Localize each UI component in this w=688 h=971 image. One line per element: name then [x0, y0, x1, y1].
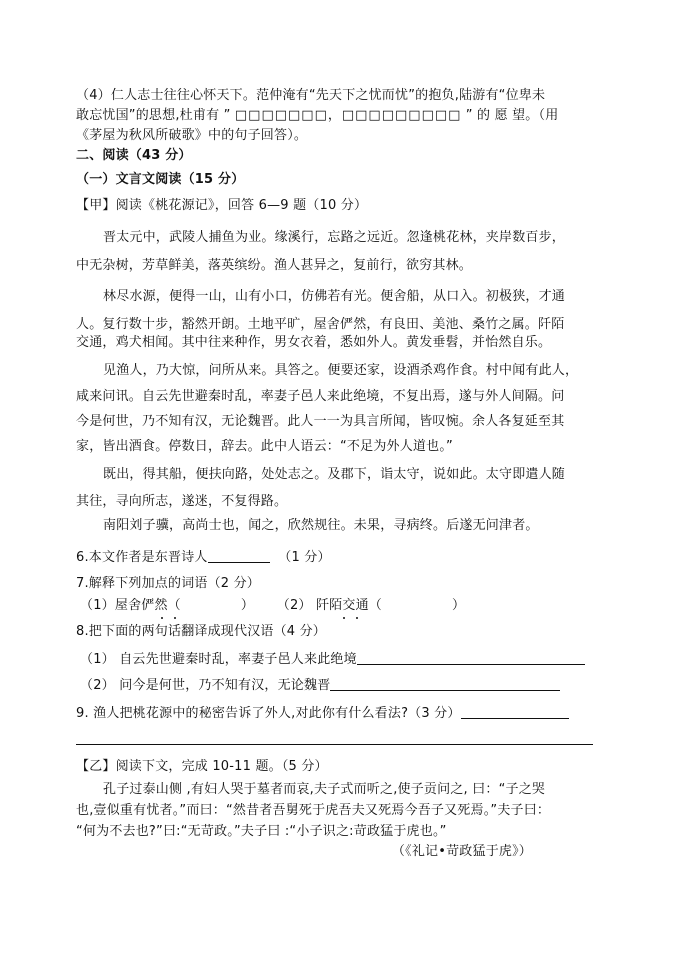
yi-passage-line: 也,壹似重有忧者。”而曰：“然昔者吾舅死于虎吾夫又死焉今吾子又死焉。”夫子曰： — [76, 803, 551, 818]
q9-answer-line[interactable] — [76, 744, 593, 745]
jia-heading: 【甲】阅读《桃花源记》，回答 6—9 题（10 分） — [76, 198, 368, 213]
emphasis-dot — [174, 617, 176, 619]
passage-line: 咸来问讯。自云先世避秦时乱，率妻子邑人来此绝境，不复出焉，遂与外人间隔。问 — [76, 389, 565, 404]
q7-item1: （1）屋舍俨然（ — [80, 598, 181, 613]
yi-passage-line: “何为不去也?”曰:“无苛政。”夫子曰 :“小子识之:苛政猛于虎也。” — [76, 824, 447, 839]
yi-passage-line: 孔子过泰山侧 ,有妇人哭于墓者而哀,夫子式而听之,使子贡问之, 曰：“子之哭 — [103, 782, 546, 797]
passage-line: 南阳刘子骥，高尚士也，闻之，欣然规往。未果，寻病终。后遂无问津者。 — [103, 518, 539, 533]
q4-line2-a: 敢忘忧国”的思想,杜甫有 ” — [76, 108, 231, 123]
q7-item1-close: ） — [240, 598, 255, 613]
passage-line: 见渔人，乃大惊，问所从来。具答之。便要还家，设酒杀鸡作食。村中闻有此人， — [103, 363, 579, 378]
q6-score: （1 分） — [278, 550, 331, 565]
q9-text: 9. 渔人把桃花源中的秘密告诉了外人,对此你有什么看法?（3 分） — [76, 706, 461, 721]
section-2-1-heading: （一）文言文阅读（15 分） — [76, 172, 245, 187]
q8-item2: （2） 问今是何世，乃不知有汉，无论魏晋 — [80, 678, 331, 693]
yi-heading: 【乙】阅读下文，完成 10-11 题。（5 分） — [76, 759, 328, 774]
q7-item2-close: ） — [451, 598, 466, 613]
q4-line3: 《茅屋为秋风所破歌》中的句子回答）。 — [76, 128, 308, 143]
q8-item1-answer-blank[interactable] — [357, 650, 585, 665]
q4-line2 — [76, 106, 596, 126]
emphasis-dot — [343, 617, 345, 619]
section-2-heading: 二、阅读（43 分） — [76, 148, 192, 163]
passage-line: 人。复行数十步，豁然开朗。土地平旷，屋舍俨然，有良田、美池、桑竹之属。阡陌 — [76, 317, 565, 332]
q8-item1: （1） 自云先世避秦时乱，率妻子邑人来此绝境 — [80, 652, 357, 667]
passage-line: 晋太元中，武陵人捕鱼为业。缘溪行，忘路之远近。忽逢桃花林，夹岸数百步， — [103, 230, 566, 245]
q7-item2: （2） 阡陌交通（ — [276, 598, 382, 613]
passage-line: 林尽水源，便得一山，山有小口，仿佛若有光。便舍船，从口入。初极狭，才通 — [103, 289, 566, 304]
q4-answer-blank-squares: □□□□□□□，□□□□□□□□□ — [234, 108, 462, 123]
q8-heading: 8.把下面的两句话翻译成现代汉语（4 分） — [76, 624, 327, 639]
q6-text: 6.本文作者是东晋诗人 — [76, 550, 208, 565]
q6-answer-blank[interactable] — [208, 548, 270, 563]
q7-items — [80, 596, 600, 616]
q9-line — [76, 704, 596, 724]
q4-line1: （4）仁人志士往往心怀天下。范仲淹有“先天下之忧而忧”的抱负,陆游有“位卑未 — [76, 88, 546, 103]
q8-item2-answer-blank[interactable] — [330, 676, 560, 691]
emphasis-dot — [356, 617, 358, 619]
q6-line — [76, 548, 596, 568]
passage-line: 既出，得其船，便扶向路，处处志之。及郡下，诣太守，说如此。太守即遣人随 — [103, 467, 566, 482]
q8-item1-line — [80, 650, 600, 670]
passage-line: 家，皆出酒食。停数日，辞去。此中人语云：“不足为外人道也。” — [76, 439, 453, 454]
passage-line: 交通，鸡犬相闻。其中往来种作，男女衣着，悉如外人。黄发垂髫，并怡然自乐。 — [76, 335, 552, 350]
emphasis-dot — [161, 617, 163, 619]
passage-line: 今是何世，乃不知有汉，无论魏晋。此人一一为具言所闻，皆叹惋。余人各复延至其 — [76, 414, 565, 429]
q9-answer-blank[interactable] — [461, 704, 569, 719]
q7-heading: 7.解释下列加点的词语（2 分） — [76, 576, 261, 591]
q4-line2-b: ” 的 愿 望。（用 — [465, 108, 559, 123]
yi-source: （《礼记•苛政猛于虎》） — [391, 844, 532, 859]
q8-item2-line — [80, 676, 600, 696]
passage-line: 其往，寻向所志，遂迷，不复得路。 — [76, 494, 288, 509]
passage-line: 中无杂树，芳草鲜美，落英缤纷。渔人甚异之，复前行，欲穷其林。 — [76, 258, 473, 273]
